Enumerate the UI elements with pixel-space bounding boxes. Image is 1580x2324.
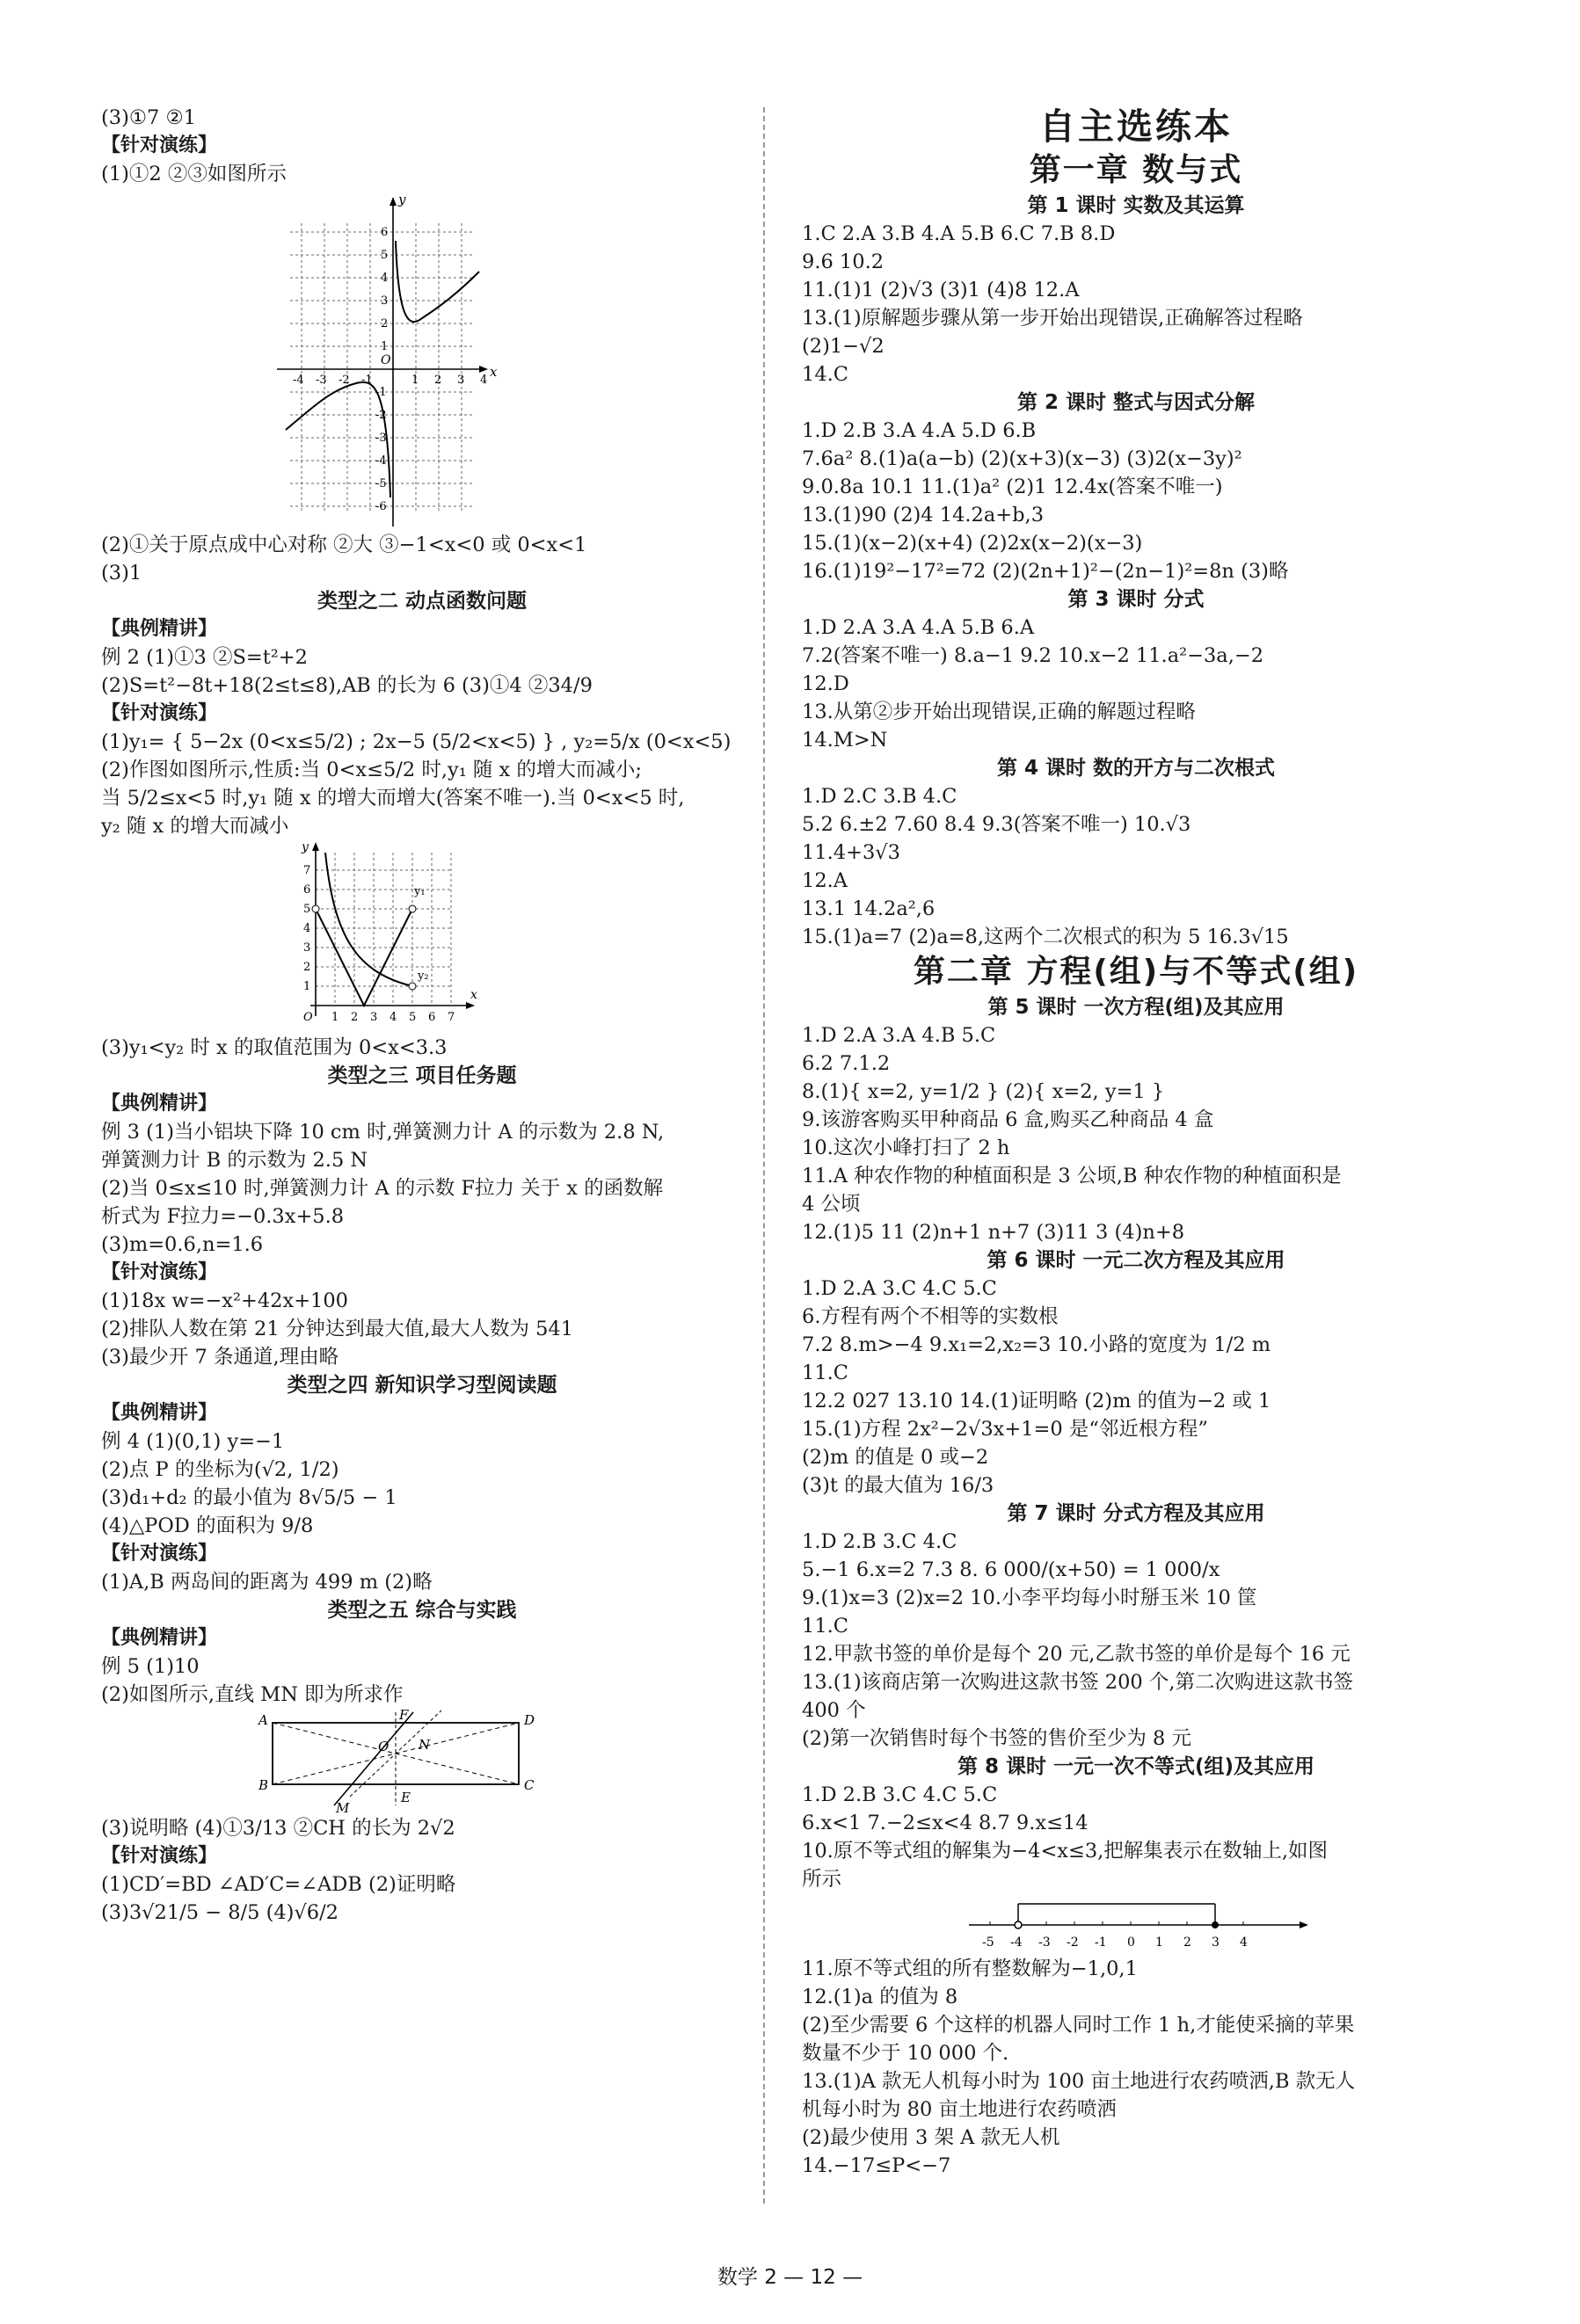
answer-line: 1.D 2.B 3.A 4.A 5.D 6.B: [802, 419, 1037, 442]
section-heading: 第 5 课时 一次方程(组)及其应用: [987, 996, 1285, 1019]
answer-line: 析式为 F拉力=−0.3x+5.8: [101, 1205, 345, 1228]
y-tick: -2: [375, 409, 387, 422]
x-tick: -2: [339, 374, 350, 387]
y-axis-label: y: [398, 192, 406, 207]
answer-line: (2)如图所示,直线 MN 即为所求作: [101, 1683, 404, 1706]
tick-label: -1: [1095, 1935, 1107, 1950]
answer-line: 6.2 7.1.2: [802, 1052, 891, 1075]
point-label: N: [419, 1737, 431, 1753]
answer-line: 12.D: [802, 672, 849, 695]
y-tick: 3: [381, 294, 389, 308]
origin-label: O: [303, 1011, 313, 1024]
answer-line: 11.4+3√3: [802, 841, 900, 864]
answer-line: 1.D 2.A 3.A 4.B 5.C: [802, 1024, 996, 1047]
answer-line: 9.0.8a 10.1 11.(1)a² (2)1 12.4x(答案不唯一): [802, 476, 1223, 498]
answer-line: 11.(1)1 (2)√3 (3)1 (4)8 12.A: [802, 279, 1080, 301]
answer-line: 例 5 (1)10: [101, 1655, 200, 1678]
answer-line: 1.D 2.B 3.C 4.C: [802, 1530, 957, 1553]
answer-line: 14.−17≤P<−7: [802, 2154, 951, 2177]
answer-line: (2)当 0≤x≤10 时,弹簧测力计 A 的示数 F拉力 关于 x 的函数解: [101, 1177, 664, 1200]
answer-line: 1.C 2.A 3.B 4.A 5.B 6.C 7.B 8.D: [802, 222, 1116, 245]
answer-line: 数量不少于 10 000 个.: [802, 2042, 1009, 2065]
answer-line: 1.D 2.C 3.B 4.C: [802, 785, 957, 808]
answer-line: 15.(1)方程 2x²−2√3x+1=0 是“邻近根方程”: [802, 1418, 1208, 1441]
answer-line: 9.(1)x=3 (2)x=2 10.小李平均每小时掰玉米 10 筐: [802, 1587, 1257, 1609]
tick-label: -4: [1010, 1935, 1023, 1950]
left-column: [101, 104, 743, 1927]
point-label: D: [524, 1712, 535, 1728]
answer-line: 10.这次小峰打扫了 2 h: [802, 1137, 1010, 1159]
answer-line: 13.(1)A 款无人机每小时为 100 亩土地进行农药喷洒,B 款无人: [802, 2070, 1356, 2093]
y-tick: 3: [303, 941, 311, 955]
y-tick: -6: [375, 500, 387, 513]
x-tick: 3: [370, 1011, 378, 1024]
answer-line: 当 5/2≤x<5 时,y₁ 随 x 的增大而增大(答案不唯一).当 0<x<5 时,: [101, 787, 685, 810]
x-tick: 6: [428, 1011, 436, 1024]
book-title: 自主选练本: [1039, 105, 1233, 148]
y-tick: 6: [381, 226, 389, 239]
x-axis-label: x: [470, 988, 477, 1002]
answer-line: 12.2 027 13.10 14.(1)证明略 (2)m 的值为−2 或 1: [802, 1390, 1271, 1413]
answer-line: (3)3√21/5 − 8/5 (4)√6/2: [101, 1901, 339, 1924]
answer-line: (2)第一次销售时每个书签的售价至少为 8 元: [802, 1727, 1191, 1750]
point-label: B: [258, 1777, 269, 1793]
section-label: 【典例精讲】: [101, 618, 218, 640]
right-column: [802, 104, 1470, 2180]
answer-line: 例 3 (1)当小铝块下降 10 cm 时,弹簧测力计 A 的示数为 2.8 N,: [101, 1121, 665, 1144]
page-footer: 数学 2 — 12 —: [717, 2266, 863, 2289]
answer-line: (2)至少需要 6 个这样的机器人同时工作 1 h,才能使采摘的苹果: [802, 2014, 1355, 2037]
answer-line: 11.A 种农作物的种植面积是 3 公顷,B 种农作物的种植面积是: [802, 1165, 1342, 1187]
answer-line: 5.−1 6.x=2 7.3 8. 6 000/(x+50) = 1 000/x: [802, 1558, 1220, 1581]
answer-line: (2)排队人数在第 21 分钟达到最大值,最大人数为 541: [101, 1318, 574, 1340]
y-tick: 4: [303, 922, 311, 935]
answer-line: (1)A,B 两岛间的距离为 499 m (2)略: [101, 1571, 433, 1594]
point-label: A: [258, 1712, 268, 1728]
section-heading: 第 1 课时 实数及其运算: [1027, 194, 1245, 217]
x-tick: -3: [316, 374, 327, 387]
section-label: 【典例精讲】: [101, 1402, 218, 1424]
answer-line: 4 公顷: [802, 1193, 861, 1216]
answer-line: 13.(1)该商店第一次购进这款书签 200 个,第二次购进这款书签: [802, 1671, 1354, 1694]
answer-line: 16.(1)19²−17²=72 (2)(2n+1)²−(2n−1)²=8n (3)略: [802, 560, 1289, 583]
answer-line: (4)△POD 的面积为 9/8: [101, 1514, 314, 1537]
function-graph-figure: [277, 188, 506, 531]
answer-line: 15.(1)a=7 (2)a=8,这两个二次根式的积为 5 16.3√15: [802, 926, 1289, 948]
tick-label: -3: [1038, 1935, 1051, 1950]
answer-line: 12.(1)5 11 (2)n+1 n+7 (3)11 3 (4)n+8: [802, 1221, 1185, 1244]
x-tick: 1: [331, 1011, 339, 1024]
tick-label: 0: [1127, 1935, 1135, 1950]
section-heading: 类型之四 新知识学习型阅读题: [287, 1374, 557, 1397]
answer-line: 12.甲款书签的单价是每个 20 元,乙款书签的单价是每个 16 元: [802, 1643, 1351, 1666]
section-label: 【针对演练】: [101, 1845, 218, 1867]
answer-line: 15.(1)(x−2)(x+4) (2)2x(x−2)(x−3): [802, 532, 1143, 555]
column-divider: [763, 107, 765, 2204]
y-axis-label: y: [302, 840, 309, 854]
section-heading: 类型之五 综合与实践: [327, 1599, 517, 1622]
chapter-title: 第一章 数与式: [1029, 152, 1243, 188]
x-tick: 4: [480, 374, 488, 387]
answer-line: (3)1: [101, 562, 142, 585]
origin-label: O: [381, 353, 391, 367]
answer-line: (3)d₁+d₂ 的最小值为 8√5/5 − 1: [101, 1486, 397, 1509]
answer-line: 7.6a² 8.(1)a(a−b) (2)(x+3)(x−3) (3)2(x−3y)²: [802, 447, 1242, 470]
answer-line: 7.2 8.m>−4 9.x₁=2,x₂=3 10.小路的宽度为 1/2 m: [802, 1333, 1271, 1356]
point-label: O: [378, 1739, 390, 1754]
answer-line: (2)S=t²−8t+18(2≤t≤8),AB 的长为 6 (3)①4 ②34/9: [101, 674, 593, 697]
section-heading: 类型之三 项目任务题: [327, 1064, 517, 1087]
section-label: 【典例精讲】: [101, 1093, 218, 1115]
answer-line: 11.C: [802, 1615, 848, 1638]
answer-line: y₂ 随 x 的增大而减小: [101, 815, 289, 838]
answer-line: (1)CD′=BD ∠AD′C=∠ADB (2)证明略: [101, 1873, 456, 1896]
section-label: 【针对演练】: [101, 134, 218, 156]
section-heading: 第 4 课时 数的开方与二次根式: [996, 757, 1276, 780]
answer-line: 弹簧测力计 B 的示数为 2.5 N: [101, 1149, 368, 1172]
section-heading: 第 7 课时 分式方程及其应用: [1007, 1502, 1265, 1525]
section-label: 【针对演练】: [101, 702, 218, 724]
answer-line: 例 2 (1)①3 ②S=t²+2: [101, 646, 308, 669]
x-tick: 2: [351, 1011, 359, 1024]
section-heading: 第 3 课时 分式: [1067, 588, 1205, 611]
x-tick: 1: [411, 374, 419, 387]
tick-label: 2: [1183, 1935, 1191, 1950]
point-label: M: [336, 1800, 350, 1814]
answer-line: (2)作图如图所示,性质:当 0<x≤5/2 时,y₁ 随 x 的增大而减小;: [101, 759, 642, 781]
y-tick: 6: [303, 883, 311, 897]
tick-label: 4: [1240, 1935, 1248, 1950]
section-label: 【典例精讲】: [101, 1627, 218, 1649]
answer-line: (2)最少使用 3 架 A 款无人机: [802, 2126, 1060, 2149]
answer-line: 12.(1)a 的值为 8: [802, 1986, 958, 2008]
answer-line: 1.D 2.A 3.C 4.C 5.C: [802, 1277, 997, 1300]
answer-line: (3)m=0.6,n=1.6: [101, 1233, 264, 1256]
y-tick: 4: [381, 272, 389, 285]
x-tick: -1: [361, 374, 373, 387]
section-label: 【针对演练】: [101, 1543, 218, 1565]
answer-line: 13.(1)90 (2)4 14.2a+b,3: [802, 504, 1045, 527]
answer-line: (3)最少开 7 条通道,理由略: [101, 1346, 339, 1369]
point-label: F: [399, 1709, 409, 1723]
answer-line: (2)m 的值是 0 或−2: [802, 1446, 989, 1469]
answer-line: (3)t 的最大值为 16/3: [802, 1474, 994, 1497]
answer-line: 6.x<1 7.−2≤x<4 8.7 9.x≤14: [802, 1812, 1089, 1834]
curve-label: y₂: [418, 970, 429, 983]
answer-line: (1)①2 ②③如图所示: [101, 163, 287, 185]
answer-line: 9.6 10.2: [802, 251, 885, 273]
chapter-title: 第二章 方程(组)与不等式(组): [913, 954, 1359, 990]
tick-label: 3: [1212, 1935, 1220, 1950]
answer-line: 13.(1)原解题步骤从第一步开始出现错误,正确解答过程略: [802, 307, 1303, 330]
answer-line: (1)y₁= { 5−2x (0<x≤5/2) ; 2x−5 (5/2<x<5) } , y₂=5/x (0<x<5): [101, 730, 732, 753]
answer-line: 6.方程有两个不相等的实数根: [802, 1305, 1059, 1328]
x-tick: 7: [448, 1011, 455, 1024]
y-tick: 5: [303, 903, 311, 916]
answer-line: 14.M>N: [802, 729, 888, 752]
section-heading: 第 2 课时 整式与因式分解: [1016, 391, 1256, 414]
function-graph-figure: [295, 840, 523, 1034]
point-label: E: [401, 1790, 411, 1805]
number-line-figure: [960, 1893, 1312, 1955]
answer-line: (1)18x w=−x²+42x+100: [101, 1289, 348, 1312]
answer-line: (2)①关于原点成中心对称 ②大 ③−1<x<0 或 0<x<1: [101, 534, 587, 556]
answer-line: 14.C: [802, 363, 848, 386]
answer-line: 11.C: [802, 1362, 848, 1384]
answer-line: 所示: [802, 1868, 842, 1891]
y-tick: 2: [381, 317, 389, 330]
answer-line: 11.原不等式组的所有整数解为−1,0,1: [802, 1957, 1138, 1980]
answer-line: 例 4 (1)(0,1) y=−1: [101, 1430, 285, 1453]
y-tick: -3: [375, 432, 387, 445]
x-axis-label: x: [490, 364, 498, 380]
y-tick: -5: [375, 477, 387, 490]
x-tick: 5: [409, 1011, 417, 1024]
y-tick: 7: [303, 864, 311, 877]
answer-line: 12.A: [802, 869, 848, 892]
answer-line: 机每小时为 80 亩土地进行农药喷洒: [802, 2098, 1117, 2121]
tick-label: 1: [1155, 1935, 1163, 1950]
x-tick: 4: [390, 1011, 397, 1024]
answer-line: 10.原不等式组的解集为−4<x≤3,把解集表示在数轴上,如图: [802, 1840, 1328, 1863]
y-tick: 1: [303, 980, 311, 993]
answer-line: (3)y₁<y₂ 时 x 的取值范围为 0<x<3.3: [101, 1036, 448, 1059]
answer-line: 9.该游客购买甲种商品 6 盒,购买乙种商品 4 盒: [802, 1108, 1214, 1131]
answer-line: (2)1−√2: [802, 335, 885, 358]
x-tick: 3: [457, 374, 465, 387]
answer-line: (2)点 P 的坐标为(√2, 1/2): [101, 1458, 339, 1481]
answer-line: 13.1 14.2a²,6: [802, 897, 936, 920]
answer-line: 400 个: [802, 1699, 866, 1722]
section-heading: 类型之二 动点函数问题: [317, 590, 527, 613]
x-tick: -4: [293, 374, 304, 387]
section-heading: 第 8 课时 一元一次不等式(组)及其应用: [957, 1755, 1315, 1778]
y-tick: -1: [375, 386, 387, 399]
y-tick: -4: [375, 454, 387, 468]
answer-line: 13.从第②步开始出现错误,正确的解题过程略: [802, 701, 1196, 723]
answer-line: (3)说明略 (4)①3/13 ②CH 的长为 2√2: [101, 1817, 455, 1840]
y-tick: 2: [303, 961, 311, 974]
answer-line: 7.2(答案不唯一) 8.a−1 9.2 10.x−2 11.a²−3a,−2: [802, 644, 1264, 667]
section-heading: 第 6 课时 一元二次方程及其应用: [987, 1249, 1285, 1272]
tick-label: -2: [1067, 1935, 1079, 1950]
x-tick: 2: [434, 374, 442, 387]
y-tick: 1: [381, 340, 389, 353]
answer-line: (3)①7 ②1: [101, 106, 196, 129]
rectangle-construction-figure: [255, 1709, 545, 1814]
answer-line: 8.(1){ x=2, y=1/2 } (2){ x=2, y=1 }: [802, 1080, 1165, 1103]
answer-line: 1.D 2.A 3.A 4.A 5.B 6.A: [802, 616, 1035, 639]
tick-label: -5: [982, 1935, 994, 1950]
y-tick: 5: [381, 249, 389, 262]
section-label: 【针对演练】: [101, 1261, 218, 1283]
curve-label: y₁: [414, 885, 426, 898]
point-label: C: [524, 1777, 535, 1793]
answer-line: 5.2 6.±2 7.60 8.4 9.3(答案不唯一) 10.√3: [802, 813, 1191, 836]
answer-line: 1.D 2.B 3.C 4.C 5.C: [802, 1783, 998, 1806]
